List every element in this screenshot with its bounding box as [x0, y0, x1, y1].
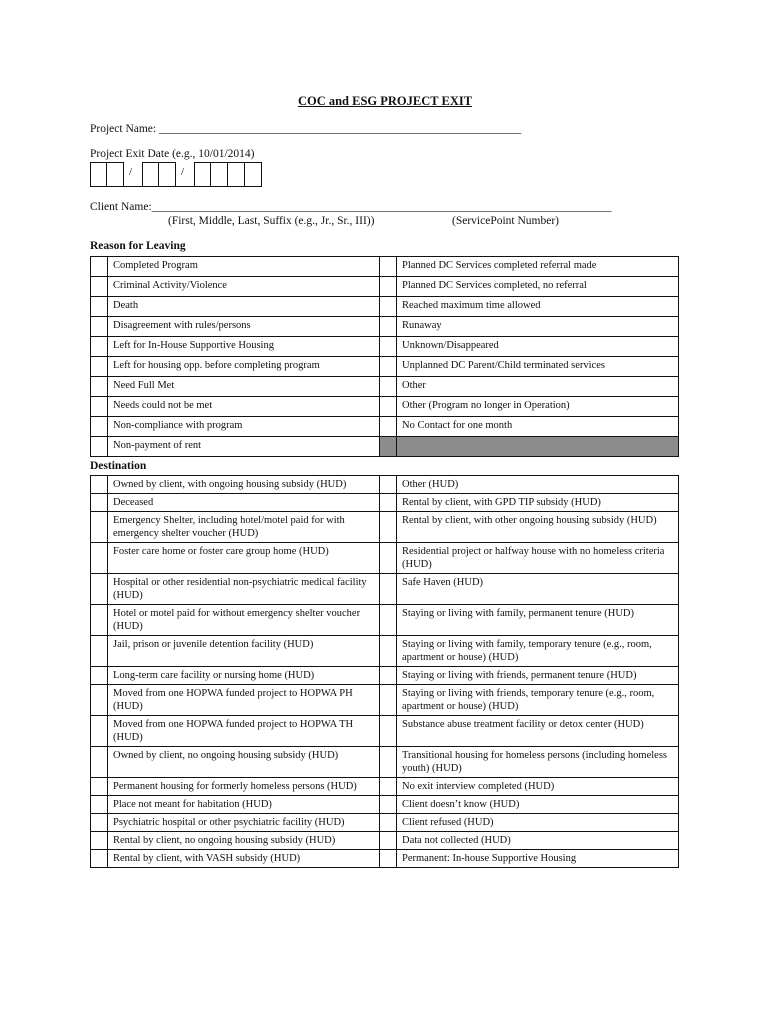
checkbox[interactable]: [91, 667, 108, 685]
checkbox[interactable]: [91, 814, 108, 832]
checkbox[interactable]: [91, 297, 108, 317]
option-label: Staying or living with friends, temporary tenure (e.g., room, apartment or house) (HUD): [397, 685, 679, 716]
table-row: [91, 716, 679, 747]
table-row: [91, 685, 679, 716]
option-label: Data not collected (HUD): [397, 832, 679, 850]
checkbox[interactable]: [91, 685, 108, 716]
table-row: [91, 747, 679, 778]
destination-table: [90, 475, 679, 868]
checkbox[interactable]: [380, 257, 397, 277]
checkbox[interactable]: [380, 494, 397, 512]
checkbox[interactable]: [91, 357, 108, 377]
date-year-digit-2[interactable]: [211, 162, 228, 187]
checkbox[interactable]: [91, 494, 108, 512]
option-label: Psychiatric hospital or other psychiatric facility (HUD): [108, 814, 380, 832]
option-label: Planned DC Services completed referral made: [397, 257, 679, 277]
form-title: COC and ESG PROJECT EXIT: [297, 94, 473, 108]
option-label: Transitional housing for homeless persons (including homeless youth) (HUD): [397, 747, 679, 778]
reason-heading: Reason for Leaving: [90, 240, 186, 252]
checkbox[interactable]: [380, 778, 397, 796]
option-label: Place not meant for habitation (HUD): [108, 796, 380, 814]
option-label: Reached maximum time allowed: [397, 297, 679, 317]
checkbox[interactable]: [380, 814, 397, 832]
option-label: Long-term care facility or nursing home (HUD): [108, 667, 380, 685]
option-label: Other (HUD): [397, 476, 679, 494]
checkbox[interactable]: [91, 605, 108, 636]
table-row: [91, 377, 679, 397]
option-label: Unknown/Disappeared: [397, 337, 679, 357]
date-month-digit-2[interactable]: [107, 162, 124, 187]
option-label: Criminal Activity/Violence: [108, 277, 380, 297]
date-year-digit-3[interactable]: [228, 162, 245, 187]
date-day-digit-1[interactable]: [142, 162, 159, 187]
exit-date-label: Project Exit Date (e.g., 10/01/2014): [90, 148, 255, 160]
option-label: Hospital or other residential non-psychiatric medical facility (HUD): [108, 574, 380, 605]
client-name-field[interactable]: Client Name:________________________________________________________________________________: [90, 201, 612, 213]
project-name-field[interactable]: Project Name: _______________________________________________________________: [90, 123, 522, 135]
checkbox[interactable]: [380, 317, 397, 337]
checkbox[interactable]: [91, 543, 108, 574]
option-label: Rental by client, no ongoing housing subsidy (HUD): [108, 832, 380, 850]
date-day-digit-2[interactable]: [159, 162, 176, 187]
checkbox[interactable]: [91, 832, 108, 850]
option-label: Moved from one HOPWA funded project to HOPWA PH (HUD): [108, 685, 380, 716]
option-label: Staying or living with friends, permanent tenure (HUD): [397, 667, 679, 685]
option-label: No Contact for one month: [397, 417, 679, 437]
option-label: Runaway: [397, 317, 679, 337]
checkbox[interactable]: [380, 605, 397, 636]
checkbox[interactable]: [380, 832, 397, 850]
checkbox[interactable]: [91, 796, 108, 814]
table-row: [91, 317, 679, 337]
table-row: [91, 850, 679, 868]
client-name-hint: (First, Middle, Last, Suffix (e.g., Jr., Sr., III)): [168, 215, 375, 227]
checkbox[interactable]: [380, 337, 397, 357]
checkbox[interactable]: [380, 747, 397, 778]
checkbox[interactable]: [380, 297, 397, 317]
table-row: [91, 636, 679, 667]
checkbox[interactable]: [91, 747, 108, 778]
option-label: Staying or living with family, temporary tenure (e.g., room, apartment or house) (HUD): [397, 636, 679, 667]
table-row: [91, 397, 679, 417]
option-label: Need Full Met: [108, 377, 380, 397]
option-label: Emergency Shelter, including hotel/motel paid for with emergency shelter voucher (HUD): [108, 512, 380, 543]
table-row: [91, 667, 679, 685]
checkbox[interactable]: [91, 512, 108, 543]
option-label: Moved from one HOPWA funded project to HOPWA TH (HUD): [108, 716, 380, 747]
checkbox[interactable]: [380, 685, 397, 716]
option-label: Unplanned DC Parent/Child terminated services: [397, 357, 679, 377]
table-row: [91, 494, 679, 512]
option-label: Safe Haven (HUD): [397, 574, 679, 605]
date-year-digit-1[interactable]: [194, 162, 211, 187]
option-label: Left for In-House Supportive Housing: [108, 337, 380, 357]
table-row: [91, 297, 679, 317]
table-row: [91, 277, 679, 297]
option-label: No exit interview completed (HUD): [397, 778, 679, 796]
table-row: [91, 257, 679, 277]
exit-date-boxes[interactable]: [90, 162, 262, 187]
option-label: Rental by client, with VASH subsidy (HUD): [108, 850, 380, 868]
checkbox[interactable]: [380, 512, 397, 543]
checkbox[interactable]: [380, 636, 397, 667]
checkbox[interactable]: [91, 277, 108, 297]
option-label: Jail, prison or juvenile detention facility (HUD): [108, 636, 380, 667]
option-label: Permanent: In-house Supportive Housing: [397, 850, 679, 868]
table-row: [91, 814, 679, 832]
table-row: [91, 357, 679, 377]
checkbox[interactable]: [380, 716, 397, 747]
checkbox[interactable]: [91, 636, 108, 667]
table-row: [91, 337, 679, 357]
checkbox[interactable]: [380, 574, 397, 605]
option-label: Rental by client, with GPD TIP subsidy (HUD): [397, 494, 679, 512]
option-label: Rental by client, with other ongoing housing subsidy (HUD): [397, 512, 679, 543]
option-label: Other: [397, 377, 679, 397]
option-label: Completed Program: [108, 257, 380, 277]
table-row: [91, 512, 679, 543]
date-month-digit-1[interactable]: [90, 162, 107, 187]
option-label: Owned by client, no ongoing housing subsidy (HUD): [108, 747, 380, 778]
option-label: Permanent housing for formerly homeless persons (HUD): [108, 778, 380, 796]
reason-table: [90, 256, 679, 457]
servicepoint-hint: (ServicePoint Number): [452, 215, 559, 227]
table-row: [91, 778, 679, 796]
option-label: Foster care home or foster care group home (HUD): [108, 543, 380, 574]
table-row: [91, 796, 679, 814]
checkbox[interactable]: [91, 476, 108, 494]
table-row: [91, 476, 679, 494]
option-label: Planned DC Services completed, no referral: [397, 277, 679, 297]
checkbox[interactable]: [91, 716, 108, 747]
shaded-cell: [397, 437, 679, 457]
checkbox[interactable]: [91, 317, 108, 337]
date-separator: /: [124, 162, 142, 187]
option-label: Staying or living with family, permanent tenure (HUD): [397, 605, 679, 636]
checkbox[interactable]: [91, 337, 108, 357]
table-row: [91, 832, 679, 850]
checkbox[interactable]: [380, 796, 397, 814]
option-label: Owned by client, with ongoing housing subsidy (HUD): [108, 476, 380, 494]
option-label: Residential project or halfway house with no homeless criteria (HUD): [397, 543, 679, 574]
option-label: Other (Program no longer in Operation): [397, 397, 679, 417]
table-row: [91, 543, 679, 574]
option-label: Disagreement with rules/persons: [108, 317, 380, 337]
checkbox[interactable]: [91, 850, 108, 868]
date-separator: /: [176, 162, 194, 187]
option-label: Hotel or motel paid for without emergency shelter voucher (HUD): [108, 605, 380, 636]
destination-heading: Destination: [90, 460, 147, 472]
option-label: Non-payment of rent: [108, 437, 380, 457]
checkbox[interactable]: [380, 543, 397, 574]
checkbox[interactable]: [380, 377, 397, 397]
option-label: Deceased: [108, 494, 380, 512]
shaded-cell: [380, 437, 397, 457]
option-label: Left for housing opp. before completing program: [108, 357, 380, 377]
checkbox[interactable]: [380, 476, 397, 494]
checkbox[interactable]: [380, 417, 397, 437]
checkbox[interactable]: [380, 397, 397, 417]
option-label: Needs could not be met: [108, 397, 380, 417]
table-row: [91, 574, 679, 605]
checkbox[interactable]: [91, 437, 108, 457]
table-row: [91, 605, 679, 636]
checkbox[interactable]: [91, 257, 108, 277]
checkbox[interactable]: [91, 778, 108, 796]
checkbox[interactable]: [91, 397, 108, 417]
checkbox[interactable]: [380, 357, 397, 377]
option-label: Non-compliance with program: [108, 417, 380, 437]
option-label: Death: [108, 297, 380, 317]
option-label: Substance abuse treatment facility or detox center (HUD): [397, 716, 679, 747]
option-label: Client refused (HUD): [397, 814, 679, 832]
date-year-digit-4[interactable]: [245, 162, 262, 187]
checkbox[interactable]: [380, 667, 397, 685]
checkbox[interactable]: [91, 377, 108, 397]
option-label: Client doesn’t know (HUD): [397, 796, 679, 814]
checkbox[interactable]: [91, 574, 108, 605]
table-row: [91, 417, 679, 437]
table-row: [91, 437, 679, 457]
checkbox[interactable]: [380, 277, 397, 297]
checkbox[interactable]: [91, 417, 108, 437]
checkbox[interactable]: [380, 850, 397, 868]
